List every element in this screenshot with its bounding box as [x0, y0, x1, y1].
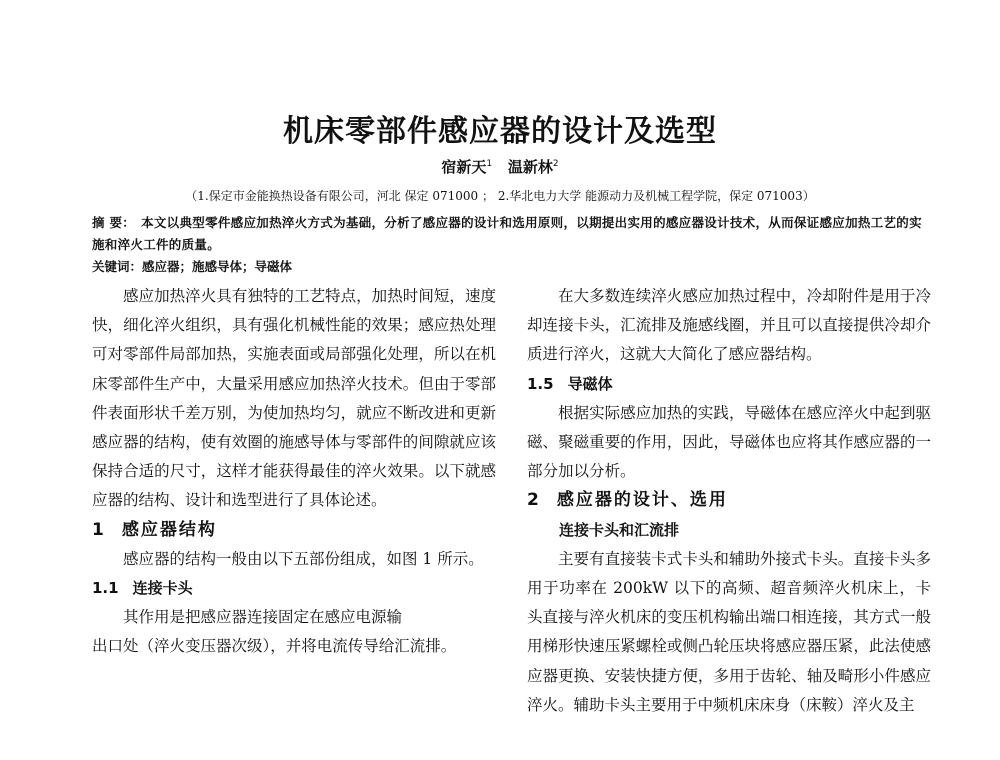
keywords	[92, 257, 292, 275]
section-2-heading	[527, 486, 931, 515]
section-1-title: 感应器结构	[121, 519, 217, 540]
abstract-label: 摘 要：	[92, 215, 136, 230]
section-2-number: 2	[527, 490, 541, 511]
right-column	[527, 282, 931, 720]
author-1: 宿新天	[441, 158, 487, 176]
subsection-heading: 连接卡头和汇流排	[559, 520, 680, 539]
author-1-mark: 1	[486, 159, 493, 169]
cooling-paragraph: 在大多数连续淬火感应加热过程中，冷却附件是用于冷却连接卡头，汇流排及施感线圈，并且可以直接提供冷却介质进行淬火，这就大大简化了感应器结构。	[527, 287, 931, 364]
keywords-text: 感应器；施感导体；导磁体	[142, 259, 293, 274]
section-1-heading	[92, 516, 496, 545]
section-1-1-number: 1.1	[92, 579, 119, 598]
paper-title: 机床零部件感应器的设计及选型	[283, 114, 717, 149]
intro-paragraph: 感应加热淬火具有独特的工艺特点，加热时间短，速度快，细化淬火组织，具有强化机械性能的效果；感应热处理可对零部件局部加热，实施表面或局部强化处理，所以在机床零部件生产中，大量采用感应加热淬火技术。但由于零部件表面形状千差万别，为使加热均匀，就应不断改进和更新感应器的结构，使有效圈的施感导体与零部件的间隙就应该保持合适的尺寸，这样才能获得最佳的淬火效果。以下就感应器的结构、设计和选型进行了具体论述。	[92, 287, 496, 510]
section-2-title: 感应器的设计、选用	[556, 490, 728, 511]
section-1-1-paragraph-a: 其作用是把感应器连接固定在感应电源输	[123, 608, 403, 627]
section-2-paragraph: 主要有直接装卡式卡头和辅助外接式卡头。直接卡头多用于功率在 200kW 以下的高频、超音频淬火机床上，卡头直接与淬火机床的变压机构输出端口相连接，其方式一般用梯形快速压紧螺栓或侧凸轮压块将感应器压紧，此法使感应器更换、安装快捷方便，多用于齿轮、轴及畸形小件感应淬火。辅助卡头主要用于中频机床床身（床鞍）淬火及主	[527, 549, 931, 714]
abstract-text: 本文以典型零件感应加热淬火方式为基础，分析了感应器的设计和选用原则，以期提出实用的感应器设计技术，从而保证感应加热工艺的实施和淬火工件的质量。	[92, 215, 922, 252]
left-column	[92, 282, 496, 662]
section-1-paragraph: 感应器的结构一般由以下五部份组成，如图 1 所示。	[123, 549, 484, 568]
authors-line	[0, 156, 1000, 177]
author-2-mark: 2	[552, 159, 559, 169]
section-1-5-heading	[527, 370, 931, 399]
section-1-1-paragraph-b: 出口处（淬火变压器次级），并将电流传导给汇流排。	[92, 637, 457, 656]
abstract	[92, 212, 922, 256]
section-1-1-heading	[92, 574, 496, 603]
section-1-5-number: 1.5	[527, 374, 554, 393]
section-1-number: 1	[92, 519, 106, 540]
author-2: 温新林	[507, 158, 553, 176]
affiliation: （1.保定市金能换热设备有限公司，河北 保定 071000 ； 2.华北电力大学 能源动力及机械工程学院，保定 071003）	[185, 189, 815, 203]
section-1-1-title: 连接卡头	[132, 579, 193, 598]
section-1-5-paragraph: 根据实际感应加热的实践，导磁体在感应淬火中起到驱磁、聚磁重要的作用，因此，导磁体也应将其作感应器的一部分加以分析。	[527, 403, 931, 481]
keywords-label: 关键词：	[92, 259, 143, 274]
section-1-5-title: 导磁体	[567, 374, 613, 393]
